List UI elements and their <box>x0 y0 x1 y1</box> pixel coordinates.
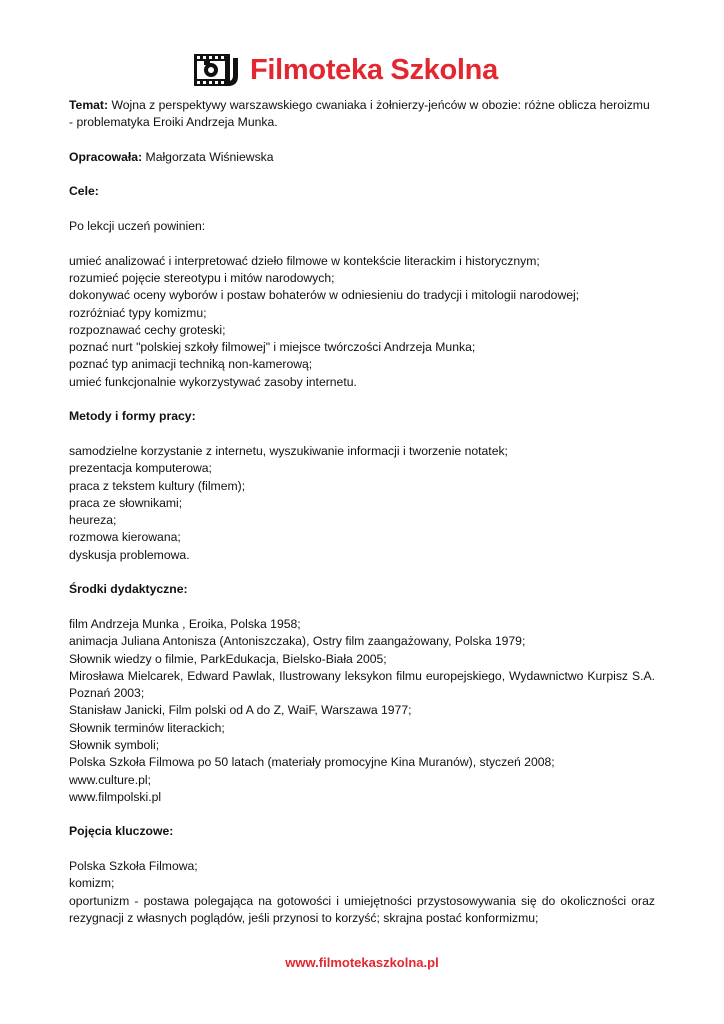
list-item: praca ze słownikami; <box>69 495 183 510</box>
methods-heading: Metody i formy pracy: <box>69 409 196 424</box>
goals-heading: Cele: <box>69 184 99 199</box>
list-item: dyskusja problemowa. <box>69 547 190 562</box>
list-item: poznać nurt "polskiej szkoły filmowej" i miejsce twórczości Andrzeja Munka; <box>69 340 476 355</box>
list-item: rozpoznawać cechy groteski; <box>69 322 226 337</box>
methods-list <box>69 443 655 564</box>
resources-list <box>69 616 655 806</box>
document-body <box>69 97 655 945</box>
list-item: Stanisław Janicki, Film polski od A do Z, WaiF, Warszawa 1977; <box>69 703 412 718</box>
list-item: komizm; <box>69 876 115 891</box>
list-item: animacja Juliana Antonisza (Antoniszczaka), Ostry film zaangażowany, Polska 1979; <box>69 634 526 649</box>
list-item: rozumieć pojęcie stereotypu i mitów narodowych; <box>69 270 335 285</box>
topic-paragraph <box>69 97 655 132</box>
film-strip-camera-icon <box>192 52 248 88</box>
list-item: umieć funkcjonalnie wykorzystywać zasoby internetu. <box>69 374 357 389</box>
list-item: prezentacja komputerowa; <box>69 461 212 476</box>
topic-text: Wojna z perspektywy warszawskiego cwaniaka i żołnierzy-jeńców w obozie: różne oblicza heroizmu - problematyka Eroiki Andrzeja Munka. <box>69 98 650 130</box>
resources-heading: Środki dydaktyczne: <box>69 582 188 597</box>
list-item: Słownik terminów literackich; <box>69 720 225 735</box>
list-item: www.culture.pl; <box>69 772 151 787</box>
list-item: www.filmpolski.pl <box>69 789 162 804</box>
list-item: praca z tekstem kultury (filmem); <box>69 478 246 493</box>
list-item: umieć analizować i interpretować dzieło filmowe w kontekście literackim i historycznym; <box>69 253 540 268</box>
list-item: dokonywać oceny wyborów i postaw bohaterów w odniesieniu do tradycji i mitologii narodowej; <box>69 288 580 303</box>
list-item: samodzielne korzystanie z internetu, wyszukiwanie informacji i tworzenie notatek; <box>69 443 508 458</box>
list-item: oportunizm - postawa polegająca na gotowości i umiejętności przystosowywania się do okoliczności oraz rezygnacji z własnych poglądów, jeśli przynosi to korzyść; skrajna postać konformizmu; <box>69 893 655 925</box>
list-item: film Andrzeja Munka , Eroika, Polska 1958; <box>69 616 301 631</box>
author-name: Małgorzata Wiśniewska <box>142 149 274 164</box>
logo-text: Filmoteka Szkolna <box>250 54 498 86</box>
goals-list <box>69 253 655 391</box>
author-label: Opracowała: <box>69 149 143 164</box>
list-item: Polska Szkoła Filmowa; <box>69 859 198 874</box>
goals-intro: Po lekcji uczeń powinien: <box>69 219 206 234</box>
list-item: Słownik symboli; <box>69 737 160 752</box>
footer-url[interactable]: www.filmotekaszkolna.pl <box>285 955 439 970</box>
list-item: Słownik wiedzy o filmie, ParkEdukacja, Bielsko-Biała 2005; <box>69 651 387 666</box>
key-concepts-list <box>69 858 655 927</box>
topic-label: Temat: <box>69 98 109 112</box>
list-item: Mirosława Mielcarek, Edward Pawlak, Ilustrowany leksykon filmu europejskiego, Wydawnictwo Kurpisz S.A. Poznań 2003; <box>69 668 655 701</box>
list-item: rozróżniać typy komizmu; <box>69 305 207 320</box>
list-item: poznać typ animacji techniką non-kamerową; <box>69 357 313 372</box>
list-item: rozmowa kierowana; <box>69 530 181 545</box>
author-paragraph <box>69 149 655 166</box>
list-item: Polska Szkoła Filmowa po 50 latach (materiały promocyjne Kina Muranów), styczeń 2008; <box>69 755 555 770</box>
list-item: heureza; <box>69 513 117 528</box>
header <box>192 50 498 90</box>
key-concepts-heading: Pojęcia kluczowe: <box>69 824 174 839</box>
